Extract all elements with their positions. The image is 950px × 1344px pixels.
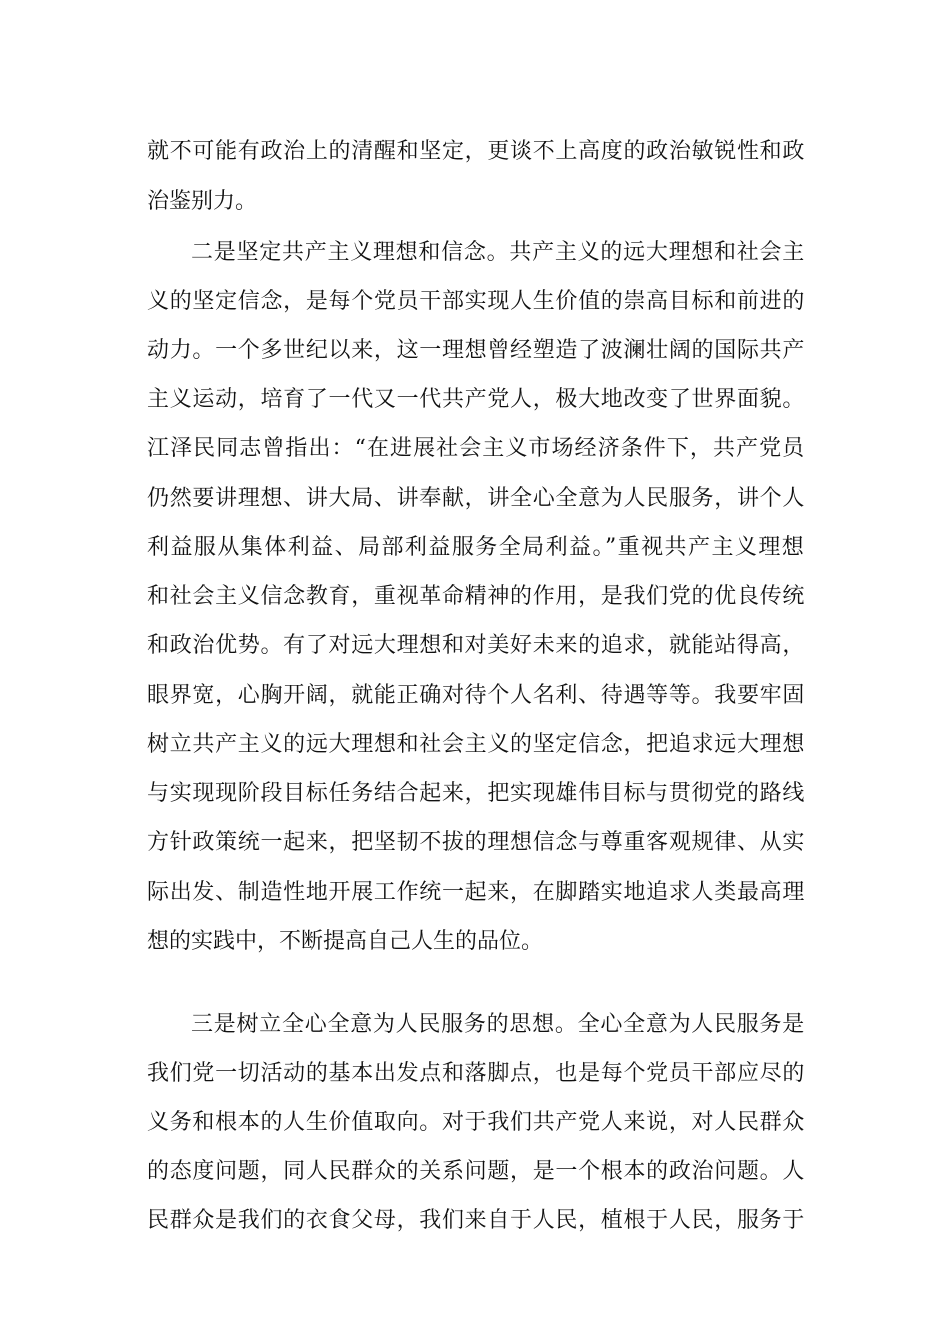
- text-line: 二是坚定共产主义理想和信念。共产主义的远大理想和社会主: [191, 240, 806, 265]
- text-line: 际出发、制造性地开展工作统一起来，在脚踏实地追求人类最高理: [147, 880, 806, 905]
- text-line: 的态度问题，同人民群众的关系问题，是一个根本的政治问题。人: [147, 1159, 806, 1184]
- text-line: 我们党一切活动的基本出发点和落脚点，也是每个党员干部应尽的: [147, 1061, 806, 1086]
- text-line: 义务和根本的人生价值取向。对于我们共产党人来说，对人民群众: [147, 1110, 806, 1135]
- text-line: 就不可能有政治上的清醒和坚定，更谈不上高度的政治敏锐性和政: [147, 139, 806, 164]
- text-line: 和政治优势。有了对远大理想和对美好未来的追求，就能站得高，: [147, 633, 806, 658]
- text-line: 想的实践中，不断提高自己人生的品位。: [147, 929, 544, 954]
- text-line: 仍然要讲理想、讲大局、讲奉献，讲全心全意为人民服务，讲个人: [147, 486, 806, 511]
- text-line: 与实现现阶段目标任务结合起来，把实现雄伟目标与贯彻党的路线: [147, 781, 806, 806]
- text-line: 治鉴别力。: [147, 189, 258, 214]
- text-line: 和社会主义信念教育，重视革命精神的作用，是我们党的优良传统: [147, 584, 806, 609]
- text-line: 方针政策统一起来，把坚韧不拔的理想信念与尊重客观规律、从实: [147, 830, 806, 855]
- text-line: 眼界宽，心胸开阔，就能正确对待个人名利、待遇等等。我要牢固: [147, 683, 806, 708]
- text-line: 利益服从集体利益、局部利益服务全局利益。”重视共产主义理想: [147, 535, 806, 560]
- text-line: 义的坚定信念，是每个党员干部实现人生价值的崇高目标和前进的: [147, 289, 806, 314]
- text-line: 树立共产主义的远大理想和社会主义的坚定信念，把追求远大理想: [147, 732, 806, 757]
- text-line: 民群众是我们的衣食父母，我们来自于人民，植根于人民，服务于: [147, 1208, 806, 1233]
- text-line: 三是树立全心全意为人民服务的思想。全心全意为人民服务是: [191, 1012, 806, 1037]
- text-line: 动力。一个多世纪以来，这一理想曾经塑造了波澜壮阔的国际共产: [147, 338, 806, 363]
- text-line: 主义运动，培育了一代又一代共产党人，极大地改变了世界面貌。: [147, 387, 806, 412]
- text-line: 江泽民同志曾指出：“在进展社会主义市场经济条件下，共产党员: [147, 436, 806, 461]
